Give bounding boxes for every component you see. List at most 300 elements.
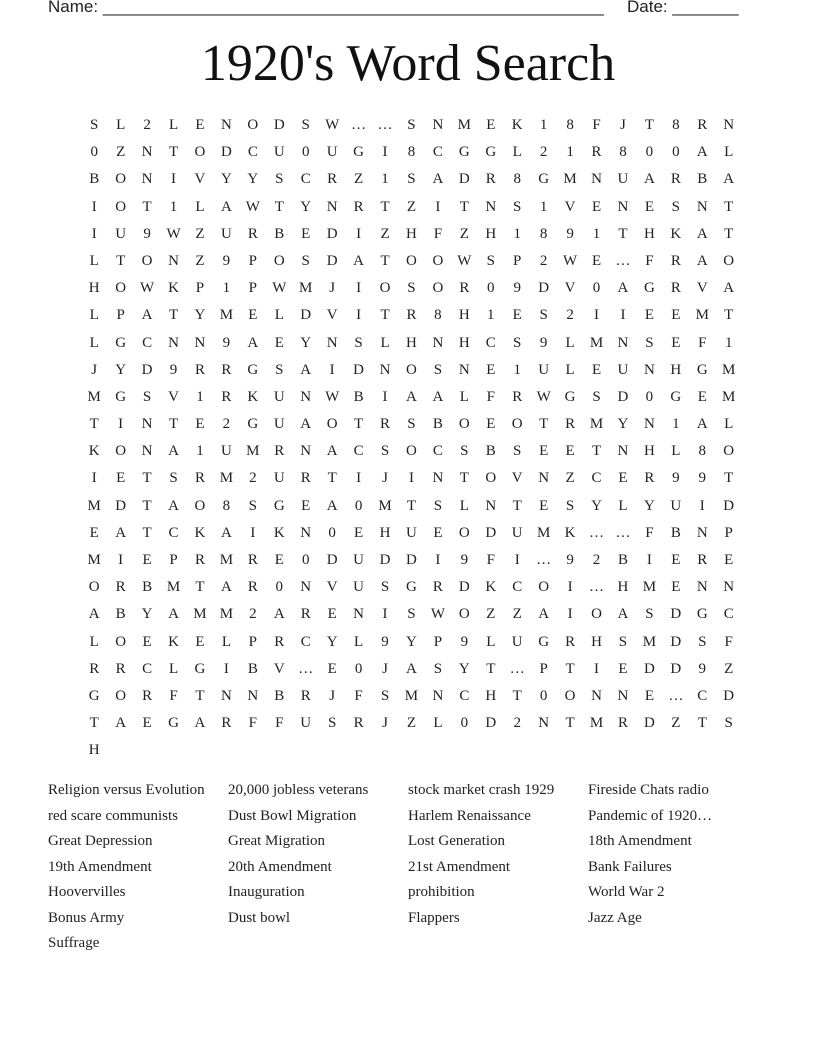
grid-cell: 0	[460, 715, 469, 732]
grid-cell: F	[486, 552, 495, 568]
grid-cell: 9	[513, 280, 521, 297]
word-list	[48, 778, 768, 957]
grid-cell: G	[353, 144, 365, 161]
grid-cell: A	[723, 171, 735, 188]
grid-cell: F	[169, 687, 178, 704]
grid-cell: I	[435, 198, 441, 215]
grid-cell: S	[698, 633, 707, 650]
grid-cell: T	[168, 144, 179, 161]
grid-cell: A	[168, 443, 179, 460]
grid-cell: M	[193, 606, 207, 623]
grid-cell: S	[407, 171, 416, 188]
grid-cell: P	[248, 280, 258, 297]
grid-cell: T	[142, 470, 152, 487]
word-list-item: Great Depression	[48, 833, 153, 849]
grid-cell: …	[615, 524, 631, 541]
grid-cell: R	[512, 388, 523, 405]
grid-cell: S	[142, 388, 152, 405]
grid-cell: C	[485, 334, 496, 351]
grid-cell: O	[326, 416, 338, 433]
grid-cell: Z	[512, 606, 522, 623]
grid-cell: O	[247, 117, 259, 133]
word-list-item: World War 2	[588, 884, 665, 900]
grid-cell: T	[486, 660, 496, 677]
grid-cell: N	[141, 416, 153, 433]
grid-cell: W	[430, 606, 445, 623]
grid-cell: F	[592, 117, 601, 133]
grid-cell: C	[512, 579, 523, 596]
grid-cell: E	[697, 388, 707, 405]
grid-cell: N	[617, 198, 629, 215]
grid-cell: N	[591, 687, 602, 704]
grid-cell: P	[169, 552, 178, 568]
grid-cell: B	[485, 443, 496, 460]
grid-cell: E	[301, 497, 311, 514]
grid-cell: D	[643, 660, 655, 677]
grid-cell: I	[250, 524, 256, 541]
grid-cell: O	[115, 687, 127, 704]
grid-cell: O	[115, 280, 127, 297]
grid-cell: J	[91, 361, 98, 378]
grid-cell: …	[615, 252, 631, 269]
grid-cell: 0	[487, 280, 495, 297]
word-list-item: Inauguration	[228, 884, 305, 900]
grid-cell: E	[89, 524, 99, 541]
grid-cell: A	[326, 497, 338, 514]
grid-cell: Z	[459, 225, 469, 242]
grid-cell: T	[618, 225, 628, 242]
grid-cell: N	[300, 388, 312, 405]
name-label: Name:	[48, 0, 99, 16]
grid-cell: C	[459, 687, 470, 704]
grid-cell: V	[564, 280, 576, 297]
grid-cell: I	[118, 552, 124, 568]
grid-cell: T	[142, 524, 152, 541]
grid-cell: 9	[672, 470, 680, 487]
grid-cell: 0	[354, 660, 363, 677]
grid-cell: O	[379, 280, 391, 297]
grid-cell: N	[168, 252, 179, 269]
grid-cell: A	[643, 171, 655, 188]
grid-cell: A	[538, 606, 550, 623]
grid-cell: D	[643, 715, 655, 732]
grid-cell: T	[142, 497, 152, 514]
grid-cell: E	[274, 552, 284, 568]
grid-cell: 1	[513, 361, 521, 378]
grid-cell: S	[275, 171, 284, 188]
grid-cell: …	[509, 660, 525, 677]
grid-cell: T	[168, 416, 179, 433]
grid-cell: E	[142, 633, 152, 650]
grid-cell: K	[511, 117, 523, 133]
grid-cell: …	[589, 579, 605, 596]
grid-cell: U	[220, 443, 232, 460]
grid-cell: I	[91, 470, 97, 487]
grid-cell: H	[643, 225, 655, 242]
grid-cell: T	[274, 198, 284, 215]
grid-cell: Y	[115, 361, 127, 378]
grid-cell: S	[407, 606, 416, 623]
grid-cell: A	[168, 606, 179, 623]
grid-cell: L	[565, 334, 575, 351]
grid-cell: G	[406, 579, 417, 596]
grid-cell: O	[723, 252, 735, 269]
grid-cell: S	[592, 388, 601, 405]
grid-cell: R	[300, 470, 311, 487]
grid-cell: M	[219, 307, 234, 324]
grid-cell: L	[89, 252, 99, 269]
grid-cell: Z	[565, 470, 575, 487]
grid-cell: 8	[222, 497, 231, 514]
grid-cell: S	[301, 117, 310, 133]
grid-cell: H	[88, 742, 100, 759]
grid-cell: V	[511, 470, 523, 487]
grid-cell: H	[643, 443, 655, 460]
grid-cell: Y	[194, 307, 206, 324]
grid-cell: O	[458, 524, 470, 541]
grid-cell: N	[141, 171, 153, 188]
grid-cell: A	[696, 416, 708, 433]
word-list-item: Lost Generation	[408, 833, 506, 849]
grid-cell: R	[194, 361, 205, 378]
grid-cell: S	[433, 361, 443, 378]
letter-grid	[81, 112, 742, 765]
grid-cell: 9	[698, 660, 707, 677]
grid-cell: P	[248, 252, 258, 269]
grid-cell: E	[671, 579, 681, 596]
grid-cell: M	[563, 171, 577, 188]
grid-cell: I	[435, 552, 441, 568]
grid-cell: E	[354, 524, 364, 541]
grid-cell: D	[485, 524, 497, 541]
grid-cell: D	[670, 660, 682, 677]
grid-cell: L	[168, 117, 179, 133]
grid-cell: B	[142, 579, 153, 596]
grid-cell: N	[538, 470, 550, 487]
grid-cell: M	[589, 416, 604, 433]
date-field	[627, 0, 739, 15]
grid-cell: E	[486, 361, 496, 378]
grid-cell: R	[247, 225, 258, 242]
grid-cell: I	[514, 552, 520, 568]
word-list-item: red scare communists	[48, 807, 178, 824]
grid-cell: U	[273, 470, 285, 487]
grid-cell: T	[644, 117, 654, 133]
grid-cell: Y	[617, 416, 629, 433]
grid-cell: Y	[326, 633, 338, 650]
grid-cell: N	[696, 198, 708, 215]
grid-cell: D	[670, 606, 682, 623]
grid-cell: I	[567, 579, 573, 596]
grid-cell: N	[353, 606, 365, 623]
grid-cell: G	[670, 388, 682, 405]
grid-cell: Y	[458, 660, 470, 677]
grid-cell: N	[141, 443, 153, 460]
grid-cell: R	[644, 470, 655, 487]
grid-cell: Y	[300, 198, 312, 215]
grid-cell: S	[486, 252, 495, 269]
grid-cell: R	[380, 416, 391, 433]
grid-cell: R	[89, 660, 100, 677]
grid-cell: Z	[116, 144, 126, 161]
word-list-item: 20,000 jobless veterans	[228, 782, 369, 798]
grid-cell: R	[194, 470, 205, 487]
grid-cell: R	[591, 144, 602, 161]
grid-cell: 0	[301, 144, 310, 161]
grid-cell: I	[594, 660, 600, 677]
grid-cell: M	[166, 579, 181, 596]
word-list-item: 20th Amendment	[228, 858, 332, 875]
grid-cell: T	[380, 198, 390, 215]
grid-cell: N	[432, 470, 444, 487]
grid-cell: R	[697, 117, 708, 133]
grid-cell: S	[380, 687, 390, 704]
grid-cell: K	[194, 524, 206, 541]
grid-cell: 1	[539, 198, 548, 215]
grid-cell: L	[89, 334, 99, 351]
grid-cell: E	[671, 307, 681, 324]
grid-cell: C	[300, 633, 311, 650]
grid-cell: R	[565, 416, 576, 433]
grid-cell: F	[645, 524, 654, 541]
grid-cell: N	[379, 361, 391, 378]
grid-cell: V	[168, 388, 179, 405]
grid-cell: 9	[381, 633, 389, 650]
grid-cell: D	[723, 497, 735, 514]
grid-cell: R	[221, 361, 232, 378]
grid-cell: M	[219, 552, 234, 568]
grid-cell: M	[378, 497, 392, 514]
grid-cell: T	[168, 307, 179, 324]
grid-cell: T	[459, 198, 469, 215]
grid-cell: A	[406, 660, 417, 677]
grid-cell: N	[458, 361, 470, 378]
grid-cell: M	[695, 307, 709, 324]
grid-cell: W	[140, 280, 155, 297]
grid-cell: N	[326, 198, 338, 215]
grid-cell: 1	[566, 144, 574, 161]
grid-cell: E	[433, 524, 443, 541]
grid-cell: G	[273, 497, 285, 514]
grid-cell: W	[272, 280, 287, 297]
grid-cell: A	[696, 144, 708, 161]
grid-cell: M	[589, 334, 604, 351]
grid-cell: L	[89, 633, 99, 650]
grid-cell: U	[273, 416, 285, 433]
grid-cell: N	[643, 361, 655, 378]
date-label: Date:	[627, 0, 668, 16]
grid-cell: F	[645, 252, 654, 269]
grid-cell: U	[273, 388, 285, 405]
grid-cell: I	[118, 416, 124, 433]
grid-cell: I	[620, 307, 626, 324]
grid-cell: B	[617, 552, 628, 568]
grid-cell: 9	[169, 361, 178, 378]
grid-cell: R	[142, 687, 153, 704]
grid-cell: S	[433, 660, 443, 677]
grid-cell: E	[327, 660, 337, 677]
grid-cell: G	[194, 660, 206, 677]
grid-cell: S	[275, 361, 284, 378]
grid-cell: 2	[513, 715, 521, 732]
grid-cell: U	[115, 225, 127, 242]
grid-cell: A	[88, 606, 100, 623]
grid-cell: G	[458, 144, 470, 161]
date-blank: _______	[672, 0, 739, 16]
grid-cell: O	[115, 443, 127, 460]
grid-cell: T	[142, 198, 152, 215]
grid-cell: I	[356, 307, 362, 324]
grid-cell: O	[406, 252, 417, 269]
word-list-item: Religion versus Evolution	[48, 782, 205, 798]
grid-cell: S	[618, 633, 628, 650]
grid-cell: M	[642, 579, 657, 596]
word-list-item: 21st Amendment	[408, 858, 511, 875]
grid-cell: C	[432, 443, 443, 460]
grid-cell: R	[432, 579, 443, 596]
grid-cell: R	[274, 633, 285, 650]
grid-cell: E	[591, 361, 602, 378]
grid-cell: B	[353, 388, 364, 405]
grid-cell: M	[87, 552, 101, 568]
grid-cell: K	[168, 633, 179, 650]
grid-cell: T	[89, 715, 99, 732]
grid-cell: L	[195, 198, 205, 215]
grid-cell: 8	[513, 171, 521, 188]
word-list-item: Bank Failures	[588, 858, 672, 875]
grid-cell: S	[354, 334, 363, 351]
grid-cell: R	[247, 579, 258, 596]
grid-cell: N	[723, 579, 735, 596]
grid-cell: W	[245, 198, 260, 215]
grid-cell: J	[382, 470, 388, 487]
grid-cell: 8	[672, 117, 680, 133]
grid-cell: 2	[249, 606, 257, 623]
grid-cell: E	[644, 307, 654, 324]
grid-cell: A	[432, 388, 444, 405]
grid-cell: T	[116, 252, 126, 269]
grid-cell: 2	[222, 416, 231, 433]
grid-cell: S	[539, 307, 548, 324]
grid-cell: O	[564, 687, 576, 704]
grid-cell: A	[194, 715, 206, 732]
grid-cell: E	[512, 307, 522, 324]
grid-cell: A	[406, 388, 417, 405]
grid-cell: N	[220, 687, 232, 704]
grid-cell: C	[142, 334, 153, 351]
grid-cell: O	[115, 171, 127, 188]
grid-cell: A	[141, 307, 153, 324]
grid-cell: 9	[539, 334, 548, 351]
grid-cell: J	[329, 280, 336, 297]
grid-cell: E	[142, 552, 152, 568]
grid-cell: 1	[222, 280, 231, 297]
grid-cell: 0	[301, 552, 310, 568]
grid-cell: E	[618, 660, 628, 677]
word-list-item: Suffrage	[48, 935, 100, 951]
grid-cell: N	[617, 443, 629, 460]
grid-cell: L	[618, 497, 628, 514]
grid-cell: L	[221, 633, 231, 650]
grid-cell: A	[247, 334, 259, 351]
grid-cell: W	[325, 388, 340, 405]
grid-cell: N	[300, 443, 312, 460]
grid-cell: E	[724, 552, 734, 568]
grid-cell: O	[194, 144, 206, 161]
grid-cell: I	[594, 307, 600, 324]
grid-cell: A	[723, 280, 735, 297]
grid-cell: A	[696, 225, 708, 242]
grid-cell: Y	[300, 334, 312, 351]
grid-cell: G	[643, 280, 655, 297]
grid-cell: …	[536, 552, 552, 568]
grid-cell: …	[668, 687, 684, 704]
grid-cell: J	[620, 117, 626, 133]
grid-cell: A	[300, 361, 312, 378]
grid-cell: E	[274, 334, 284, 351]
grid-cell: P	[116, 307, 125, 324]
grid-cell: L	[671, 443, 681, 460]
grid-cell: I	[356, 225, 362, 242]
grid-cell: E	[486, 416, 496, 433]
grid-cell: N	[432, 687, 444, 704]
grid-cell: M	[589, 715, 604, 732]
grid-cell: S	[460, 443, 469, 460]
grid-cell: E	[539, 443, 549, 460]
grid-cell: S	[407, 280, 416, 297]
grid-cell: G	[115, 388, 127, 405]
grid-cell: 2	[539, 252, 548, 269]
grid-cell: U	[538, 361, 550, 378]
grid-cell: A	[115, 715, 127, 732]
grid-cell: C	[353, 443, 364, 460]
grid-cell: O	[406, 443, 417, 460]
grid-cell: S	[513, 443, 522, 460]
word-list-item: Hoovervilles	[48, 884, 126, 900]
grid-cell: S	[724, 715, 733, 732]
grid-cell: O	[511, 416, 523, 433]
grid-cell: T	[724, 470, 734, 487]
grid-cell: R	[194, 552, 205, 568]
grid-cell: E	[671, 552, 681, 568]
name-field	[48, 0, 604, 15]
grid-cell: E	[142, 715, 152, 732]
grid-cell: 1	[672, 416, 680, 433]
grid-cell: Z	[486, 606, 496, 623]
grid-cell: E	[644, 198, 654, 215]
grid-cell: P	[195, 280, 205, 297]
grid-cell: M	[457, 117, 472, 133]
grid-cell: B	[274, 225, 285, 242]
grid-cell: F	[698, 334, 707, 351]
grid-cell: E	[486, 117, 496, 133]
grid-cell: R	[300, 606, 311, 623]
grid-cell: M	[246, 443, 260, 460]
grid-cell: T	[354, 416, 364, 433]
grid-cell: G	[247, 361, 259, 378]
grid-cell: G	[564, 388, 576, 405]
grid-cell: E	[644, 687, 654, 704]
grid-cell: 1	[592, 225, 601, 242]
grid-cell: D	[379, 552, 391, 568]
grid-cell: T	[591, 443, 602, 460]
grid-cell: N	[591, 171, 602, 188]
grid-cell: Z	[406, 715, 417, 732]
grid-cell: L	[168, 660, 179, 677]
grid-cell: Y	[591, 497, 602, 514]
grid-cell: 0	[90, 144, 98, 161]
grid-cell: L	[354, 633, 364, 650]
